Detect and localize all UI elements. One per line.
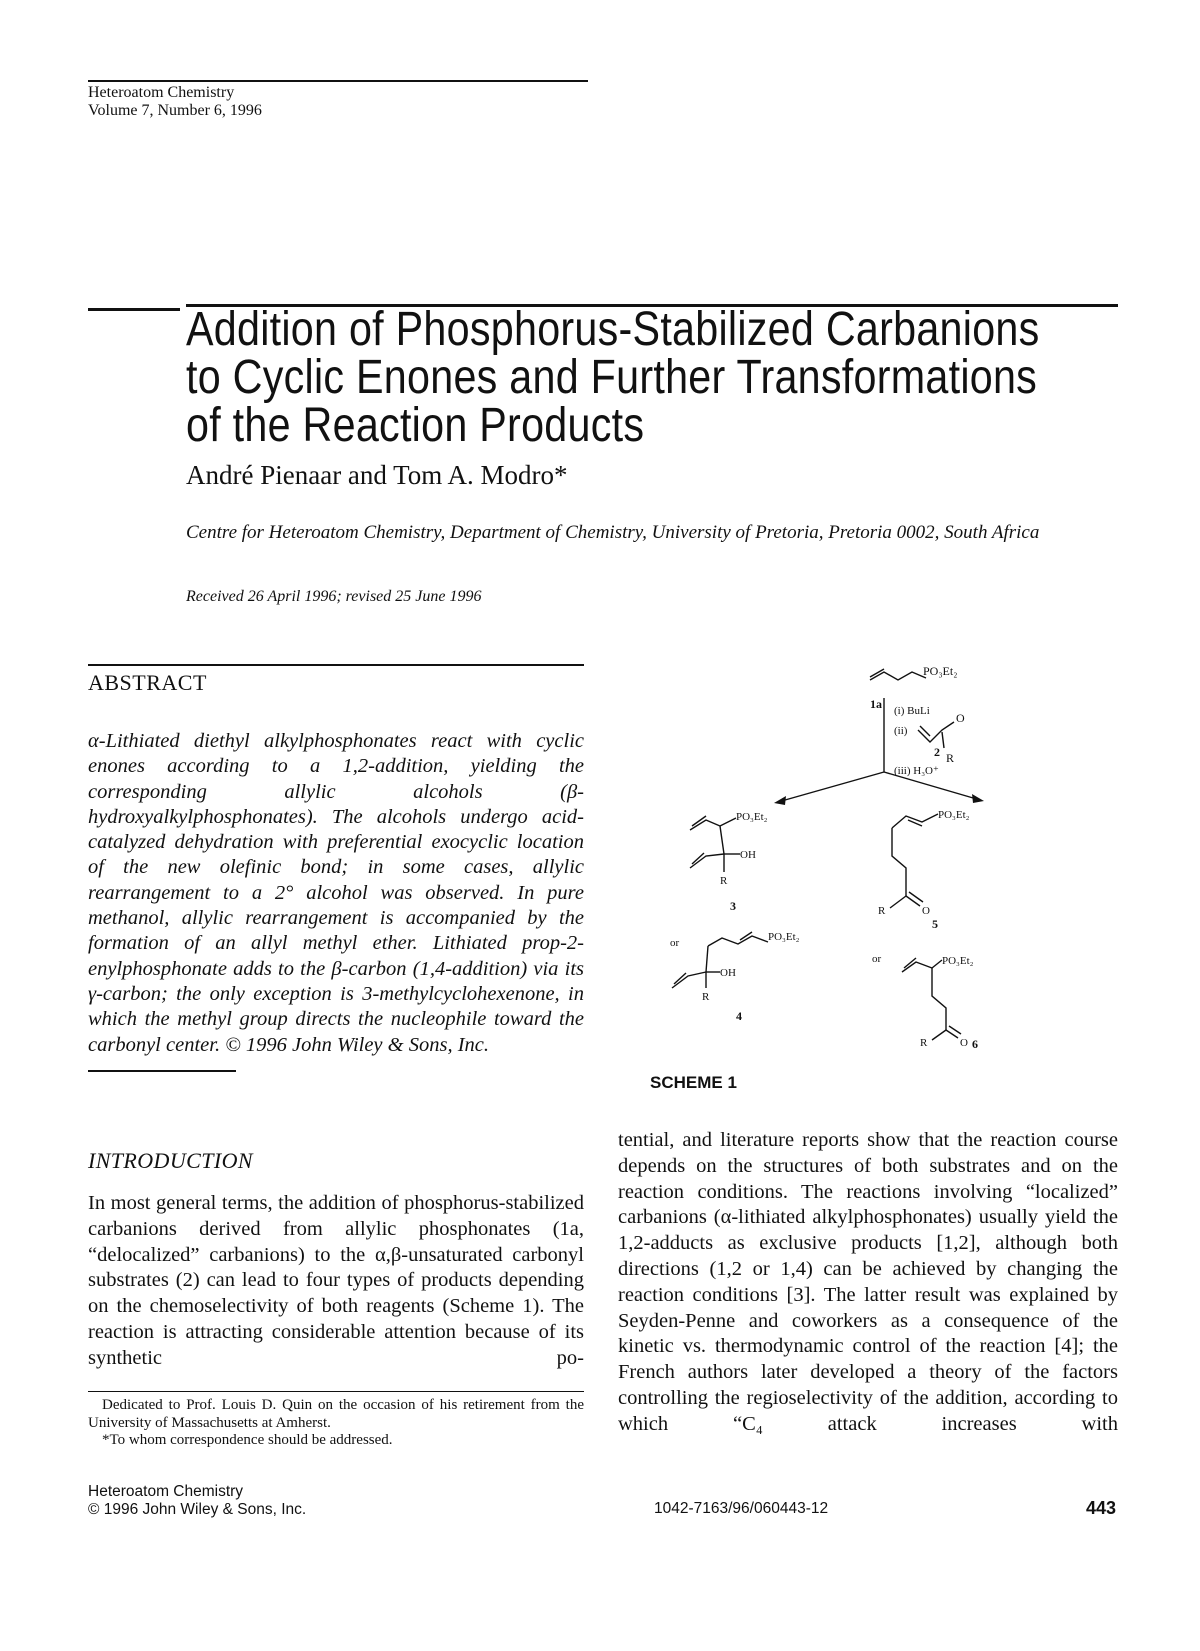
compound-3-oh: OH xyxy=(740,849,756,861)
introduction-heading: INTRODUCTION xyxy=(88,1148,253,1173)
bond xyxy=(672,972,706,988)
bond xyxy=(932,1030,946,1040)
compound-6-o: O xyxy=(960,1037,968,1049)
title-rule-left xyxy=(88,308,180,311)
abstract-heading: ABSTRACT xyxy=(88,670,207,695)
journal-name: Heteroatom Chemistry xyxy=(88,84,235,101)
bond xyxy=(892,828,906,896)
scheme-1-diagram xyxy=(670,650,1100,1060)
introduction-right-column: tential, and literature reports show that the reaction course depends on the structures of both substrates and on the reaction conditions. The reactions involving “localized” carbanions (α-lithiated alkylphosphonates) usually yield the 1,2-adducts as exclusive products [1,2], although both directions (1,2 or 1,4) can be achieved by changing the reaction conditions [3]. The latter result was explained by Seyden-Penne and coworkers as a consequence of the kinetic vs. thermodynamic control of the reaction [4]; the French authors later developed a theory of the factors controlling the regioselectivity of the addition, according to which “C₄ attack increases with xyxy=(618,1129,1118,1435)
article-title xyxy=(186,303,1040,452)
affiliation: Centre for Heteroatom Chemistry, Department of Chemistry, University of Pretoria, Pretoria 0002, South Africa xyxy=(186,522,1040,543)
compound-3-r: R xyxy=(720,875,728,887)
enone-structure xyxy=(918,722,954,742)
header-rule xyxy=(88,80,588,82)
step-ii-label: (ii) xyxy=(894,725,908,737)
dedication-footnote: Dedicated to Prof. Louis D. Quin on the occasion of his retirement from the University of Massachusetts at Amherst. xyxy=(88,1397,584,1431)
compound-6-label: 6 xyxy=(972,1037,978,1051)
compound-2-label: 2 xyxy=(934,745,940,759)
title-line-1: Addition of Phosphorus-Stabilized Carbanions xyxy=(186,303,1040,356)
compound-5-o: O xyxy=(922,905,930,917)
compound-4-reagent: PO₃Et₂ xyxy=(768,931,800,943)
footer-article-code: 1042-7163/96/060443-12 xyxy=(654,1500,829,1517)
compound-4-label: 4 xyxy=(736,1009,742,1023)
compound-4-oh: OH xyxy=(720,967,736,979)
abstract-rule xyxy=(88,664,584,666)
compound-6-r: R xyxy=(920,1037,928,1049)
reagent-label: PO₃Et₂ xyxy=(923,664,958,678)
journal-header xyxy=(88,84,262,120)
compound-5-r: R xyxy=(878,905,886,917)
authors: André Pienaar and Tom A. Modro* xyxy=(186,460,568,490)
introduction-left-column: In most general terms, the addition of phosphorus-stabilized carbanions derived from allylic phosphonates (1a, “delocalized” carbanions) to the α,β-unsaturated carbonyl substrates (2) can lead to four types of products depending on the chemoselectivity of both reagents (Scheme 1). The reaction is attracting considerable attention because of its synthetic po- xyxy=(88,1192,584,1369)
compound-4-chain xyxy=(708,936,768,946)
scheme-label: SCHEME 1 xyxy=(650,1073,737,1092)
received-dates: Received 26 April 1996; revised 25 June 1996 xyxy=(186,588,482,605)
compound-6-reagent: PO₃Et₂ xyxy=(942,955,974,967)
step-iii-label: (iii) H₃O⁺ xyxy=(894,765,939,777)
or-label-left: or xyxy=(670,937,680,949)
left-arrowhead xyxy=(774,796,786,805)
page-number: 443 xyxy=(1086,1498,1117,1518)
footer-copyright: © 1996 John Wiley & Sons, Inc. xyxy=(88,1501,307,1518)
bond xyxy=(706,946,708,972)
bond xyxy=(942,732,944,748)
compound-5-label: 5 xyxy=(932,917,938,931)
compound-5-reagent: PO₃Et₂ xyxy=(938,809,970,821)
title-line-2: to Cyclic Enones and Further Transformations xyxy=(186,351,1038,404)
compound-3-reagent: PO₃Et₂ xyxy=(736,811,768,823)
bond xyxy=(720,826,724,854)
compound-5-chain xyxy=(892,814,938,828)
right-arrowhead xyxy=(972,794,984,803)
or-label-right: or xyxy=(872,953,882,965)
bond xyxy=(890,896,906,908)
footnote-rule xyxy=(88,1391,584,1392)
r-group-label: R xyxy=(946,751,955,765)
footer-journal xyxy=(88,1483,306,1519)
step-i-label: (i) BuLi xyxy=(894,705,930,717)
abstract-end-rule xyxy=(88,1070,236,1072)
compound-1a-label: 1a xyxy=(870,697,882,711)
journal-volume: Volume 7, Number 6, 1996 xyxy=(88,102,262,119)
abstract-text: α-Lithiated diethyl alkylphosphonates react with cyclic enones according to a 1,2-addition, yielding the corresponding allylic alcohols (β-hydroxyalkylphosphonates). The alcohols undergo acid-catalyzed dehydration with preferential exocyclic location of the new olefinic bond; in some cases, allylic rearrangement to a 2° alcohol was observed. In pure methanol, allylic rearrangement is accompanied by the formation of an allyl methyl ether. Lithiated prop-2-enylphosphonate adds to the β-carbon (1,4-addition) via its γ-carbon; the only exception is 3-methylcyclohexenone, in which the methyl group directs the nucleophile toward the carbonyl center. © 1996 John Wiley & Sons, Inc. xyxy=(88,730,584,1056)
compound-4-r: R xyxy=(702,991,710,1003)
bond xyxy=(932,968,946,1030)
compound-3-chain xyxy=(690,818,736,830)
footnotes xyxy=(88,1397,584,1450)
title-line-3: of the Reaction Products xyxy=(186,399,645,452)
allyl-phosphonate-structure xyxy=(870,672,926,680)
compound-6-chain xyxy=(902,960,942,972)
compound-3-label: 3 xyxy=(730,899,736,913)
correspondence-footnote: *To whom correspondence should be addressed. xyxy=(102,1432,393,1448)
footer-journal-name: Heteroatom Chemistry xyxy=(88,1483,244,1500)
oxygen-label: O xyxy=(956,711,965,725)
double-bond xyxy=(920,726,930,736)
left-arrow xyxy=(778,772,884,802)
